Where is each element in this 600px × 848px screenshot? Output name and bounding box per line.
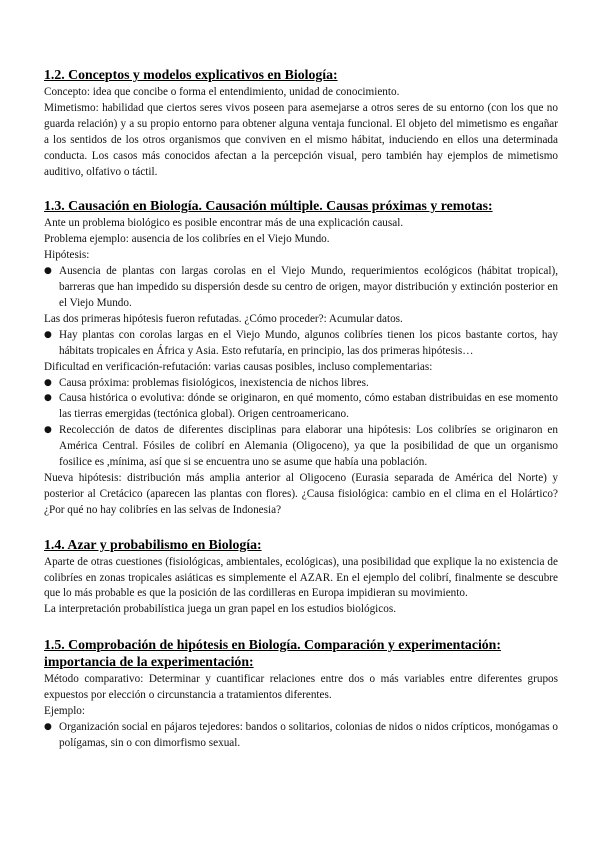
paragraph: Ante un problema biológico es posible encontrar más de una explicación causal.: [44, 217, 404, 230]
paragraph: Hipótesis:: [44, 249, 90, 262]
list-item: ● Ausencia de plantas con largas corolas en el Viejo Mundo, requerimientos ecológicos (hábitat tropical), barreras que han impedido su dispersión desde su centro de origen, mayor distribución y extinción posterior en el Viejo Mundo.: [44, 264, 558, 312]
section-heading: 1.4. Azar y probabilismo en Biología:: [44, 536, 262, 552]
list-item: ● Hay plantas con corolas largas en el Viejo Mundo, algunos colibríes tienen los picos bastante cortos, hay hábitats tropicales en África y Asia. Esto refutaría, en principio, las dos primeras hipótesis…: [44, 328, 558, 360]
list-item: ● Causa próxima: problemas fisiológicos, inexistencia de nichos libres.: [44, 376, 558, 392]
list-item: ● Organización social en pájaros tejedores: bandos o solitarios, colonias de nidos o nidos crípticos, monógamas o polígamas, sin o con dimorfismo sexual.: [44, 720, 558, 752]
section-1-5: [44, 636, 558, 752]
bullet-list: [44, 328, 558, 360]
paragraph: Las dos primeras hipótesis fueron refutadas. ¿Cómo proceder?: Acumular datos.: [44, 312, 403, 325]
list-item: ● Causa histórica o evolutiva: dónde se originaron, en qué momento, cómo estaban distribuidas en ese momento las tierras emergidas (tectónica global). Origen centroamericano.: [44, 391, 558, 423]
document-page: [44, 66, 558, 752]
paragraph: Dificultad en verificación-refutación: varias causas posibles, incluso complementarias:: [44, 360, 433, 373]
paragraph: Aparte de otras cuestiones (fisiológicas, ambientales, ecológicas), una posibilidad que explique la no existencia de colibríes en zonas tropicales asiáticas es simplemente el AZAR. En el ejemplo del colibrí, finalmente se descubre que lo más probable es que la posición de las cordilleras en Europa impidieran su movimiento.: [44, 555, 558, 600]
paragraph: Problema ejemplo: ausencia de los colibríes en el Viejo Mundo.: [44, 233, 330, 246]
paragraph: Mimetismo: habilidad que ciertos seres vivos poseen para asemejarse a otros seres de su entorno (con los que no guarda relación) y a su propio entorno para obtener alguna ventaja funcional. El objeto del mimetismo es engañar a los sentidos de los otros organismos que conviven en el mismo hábitat, induciendo en ellos una determinada conducta. Los casos más conocidos afectan a la percepción visual, pero también hay ejemplos de mimetismo auditivo, olfativo o táctil.: [44, 101, 558, 178]
section-heading: 1.3. Causación en Biología. Causación múltiple. Causas próximas y remotas:: [44, 198, 493, 214]
list-item: ● Recolección de datos de diferentes disciplinas para elaborar una hipótesis: Los colibríes se originaron en América Central. Fósiles de colibrí en Alemania (Oligoceno), ya que la posibilidad de que un organismo fosilice es ,mínima, así que si se encuentra uno se asume que había una población.: [44, 423, 558, 471]
paragraph: Ejemplo:: [44, 705, 86, 718]
section-1-4: [44, 536, 558, 619]
paragraph: Concepto: idea que concibe o forma el entendimiento, unidad de conocimiento.: [44, 86, 400, 98]
paragraph: La interpretación probabilística juega un gran papel en los estudios biológicos.: [44, 603, 396, 616]
bullet-list: [44, 376, 558, 471]
bullet-list: [44, 720, 558, 752]
bullet-list: [44, 264, 558, 312]
section-1-2: [44, 66, 558, 180]
section-1-3: [44, 197, 558, 518]
section-heading: 1.2. Conceptos y modelos explicativos en Biología:: [44, 67, 338, 82]
section-heading: 1.5. Comprobación de hipótesis en Biología. Comparación y experimentación: importancia de la experimentación:: [44, 637, 501, 670]
paragraph: Método comparativo: Determinar y cuantificar relaciones entre dos o más variables entre diferentes grupos expuestos por elección o circunstancia a tratamientos diferentes.: [44, 673, 558, 702]
paragraph: Nueva hipótesis: distribución más amplia anterior al Oligoceno (Eurasia separada de América del Norte) y posterior al Cretácico (aparecen las plantas con flores). ¿Causa fisiológica: cambio en el clima en el Holártico? ¿Por qué no hay colibríes en las selvas de Indonesia?: [44, 471, 558, 516]
